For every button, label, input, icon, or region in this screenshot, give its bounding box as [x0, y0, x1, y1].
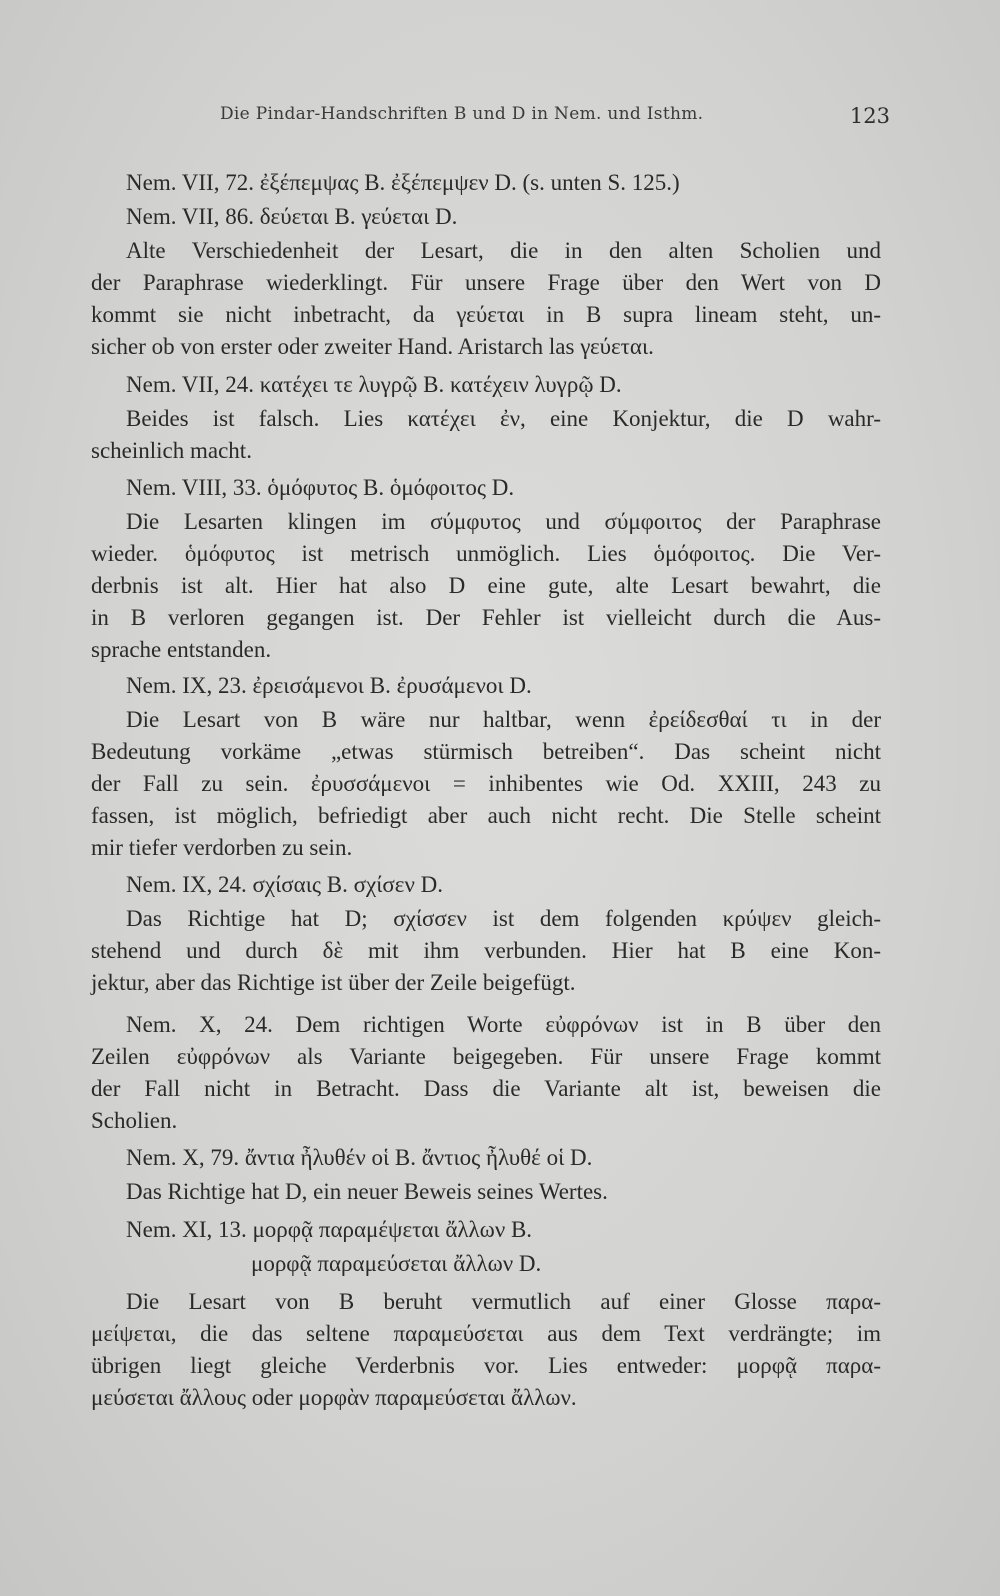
text-line: Die Lesart von B wäre nur haltbar, wenn ἐρείδεσθαί τι in der	[126, 707, 881, 732]
text-line: der Paraphrase wiederklingt. Für unsere Frage über den Wert von D	[91, 270, 881, 295]
entry-heading-nem-vii-24: Nem. VII, 24. κατέχει τε λυγρῷ B. κατέχειν λυγρῷ D.	[126, 372, 622, 397]
text-line: scheinlich macht.	[91, 438, 252, 463]
text-line: Die Lesart von B beruht vermutlich auf einer Glosse παρα-	[126, 1289, 881, 1314]
page-header	[220, 104, 890, 134]
entry-variant-line: μορφᾷ παραμεύσεται ἄλλων D.	[251, 1251, 542, 1276]
text-line: Beides ist falsch. Lies κατέχει ἐν, eine Konjektur, die D wahr-	[126, 406, 881, 431]
text-line: sicher ob von erster oder zweiter Hand. Aristarch las γεύεται.	[91, 334, 654, 359]
text-line: μεύσεται ἄλλους oder μορφὰν παραμεύσεται ἄλλων.	[91, 1385, 577, 1410]
text-line: in B verloren gegangen ist. Der Fehler ist vielleicht durch die Aus-	[91, 605, 881, 630]
running-title: Die Pindar-Handschriften B und D in Nem. und Isthm.	[220, 104, 704, 124]
page-number: 123	[849, 104, 890, 128]
entry-heading-nem-ix-23: Nem. IX, 23. ἐρεισάμενοι B. ἐρυσάμενοι D.	[126, 673, 532, 698]
entry-heading-nem-vii-72: Nem. VII, 72. ἐξέπεμψας B. ἐξέπεμψεν D. (s. unten S. 125.)	[126, 170, 680, 195]
text-line: Alte Verschiedenheit der Lesart, die in den alten Scholien und	[126, 238, 881, 263]
text-line: jektur, aber das Richtige ist über der Zeile beigefügt.	[91, 970, 576, 995]
text-line: Das Richtige hat D; σχίσσεν ist dem folgenden κρύψεν gleich-	[126, 906, 881, 931]
text-line: der Fall zu sein. ἐρυσσάμενοι = inhibentes wie Od. XXIII, 243 zu	[91, 771, 881, 796]
entry-heading-nem-xi-13: Nem. XI, 13. μορφᾷ παραμέψεται ἄλλων B.	[126, 1217, 533, 1242]
text-line: kommt sie nicht inbetracht, da γεύεται in B supra lineam steht, un-	[91, 302, 881, 327]
text-line: Die Lesarten klingen im σύμφυτος und σύμφοιτος der Paraphrase	[126, 509, 881, 534]
entry-heading-nem-viii-33: Nem. VIII, 33. ὁμόφυτος B. ὁμόφοιτος D.	[126, 475, 515, 500]
text-line: Zeilen εὐφρόνων als Variante beigegeben. Für unsere Frage kommt	[91, 1044, 881, 1069]
entry-heading-nem-vii-86: Nem. VII, 86. δεύεται B. γεύεται D.	[126, 204, 458, 229]
text-line: übrigen liegt gleiche Verderbnis vor. Lies entweder: μορφᾷ παρα-	[91, 1353, 881, 1378]
entry-heading-nem-x-79: Nem. X, 79. ἄντια ἦλυθέν οἱ B. ἄντιος ἦλυθέ οἱ D.	[126, 1145, 593, 1170]
text-line: stehend und durch δὲ mit ihm verbunden. Hier hat B eine Kon-	[91, 938, 881, 963]
text-line: wieder. ὁμόφυτος ist metrisch unmöglich. Lies ὁμόφοιτος. Die Ver-	[91, 541, 881, 566]
text-line: derbnis ist alt. Hier hat also D eine gute, alte Lesart bewahrt, die	[91, 573, 881, 598]
text-line: fassen, ist möglich, befriedigt aber auch nicht recht. Die Stelle scheint	[91, 803, 881, 828]
text-line: Scholien.	[91, 1108, 178, 1133]
text-line: der Fall nicht in Betracht. Dass die Variante alt ist, beweisen die	[91, 1076, 881, 1101]
entry-heading-nem-x-24: Nem. X, 24. Dem richtigen Worte εὐφρόνων ist in B über den	[126, 1012, 881, 1037]
text-line: Das Richtige hat D, ein neuer Beweis seines Wertes.	[126, 1179, 608, 1204]
text-line: mir tiefer verdorben zu sein.	[91, 835, 353, 860]
text-line: μείψεται, die das seltene παραμεύσεται aus dem Text verdrängte; im	[91, 1321, 881, 1346]
entry-heading-nem-ix-24: Nem. IX, 24. σχίσαις B. σχίσεν D.	[126, 872, 443, 897]
text-line: sprache entstanden.	[91, 637, 272, 662]
text-line: Bedeutung vorkäme „etwas stürmisch betreiben“. Das scheint nicht	[91, 739, 881, 764]
